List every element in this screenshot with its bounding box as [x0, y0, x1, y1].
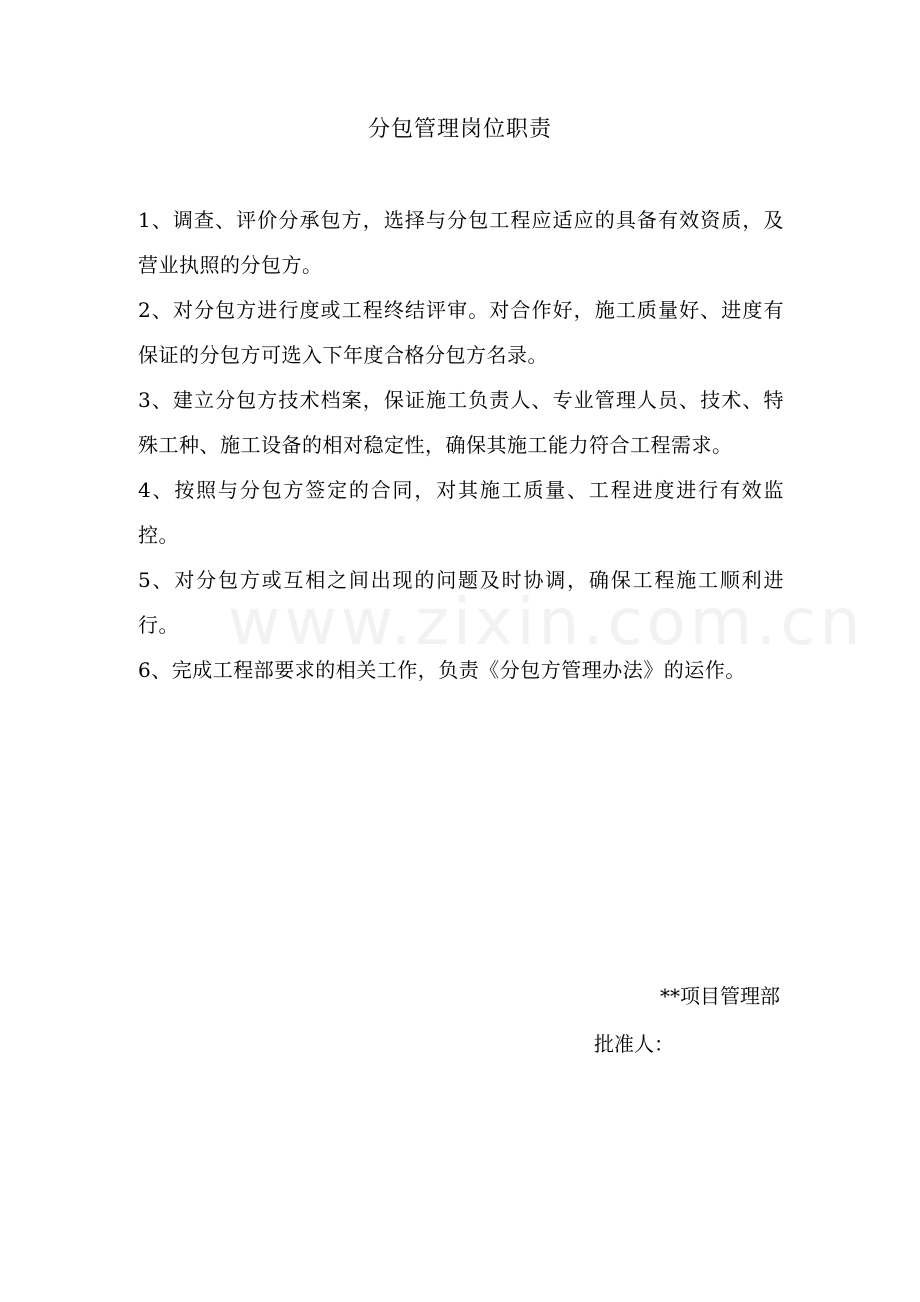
document-title: 分包管理岗位职责 [367, 117, 552, 142]
responsibility-item-6: 6、完成工程部要求的相关工作，负责《分包方管理办法》的运作。 [138, 658, 746, 682]
responsibility-item-3: 3、建立分包方技术档案，保证施工负责人、专业管理人员、技术、特殊工种、施工设备的相对稳定性，确保其施工能力符合工程需求。 [138, 388, 784, 457]
responsibility-item-4: 4、按照与分包方签定的合同，对其施工质量、工程进度进行有效监控。 [138, 478, 784, 547]
responsibility-item-1: 1、调查、评价分承包方，选择与分包工程应适应的具备有效资质，及营业执照的分包方。 [138, 208, 784, 277]
responsibility-list [138, 198, 784, 693]
department-signature: **项目管理部 [660, 984, 780, 1008]
approver-label: 批准人： [594, 1032, 674, 1056]
responsibility-item-5: 5、对分包方或互相之间出现的问题及时协调，确保工程施工顺利进行。 [138, 568, 784, 637]
responsibility-item-2: 2、对分包方进行度或工程终结评审。对合作好，施工质量好、进度有保证的分包方可选入下年度合格分包方名录。 [138, 298, 784, 367]
watermark: www.zixin.com.cn [228, 586, 865, 660]
